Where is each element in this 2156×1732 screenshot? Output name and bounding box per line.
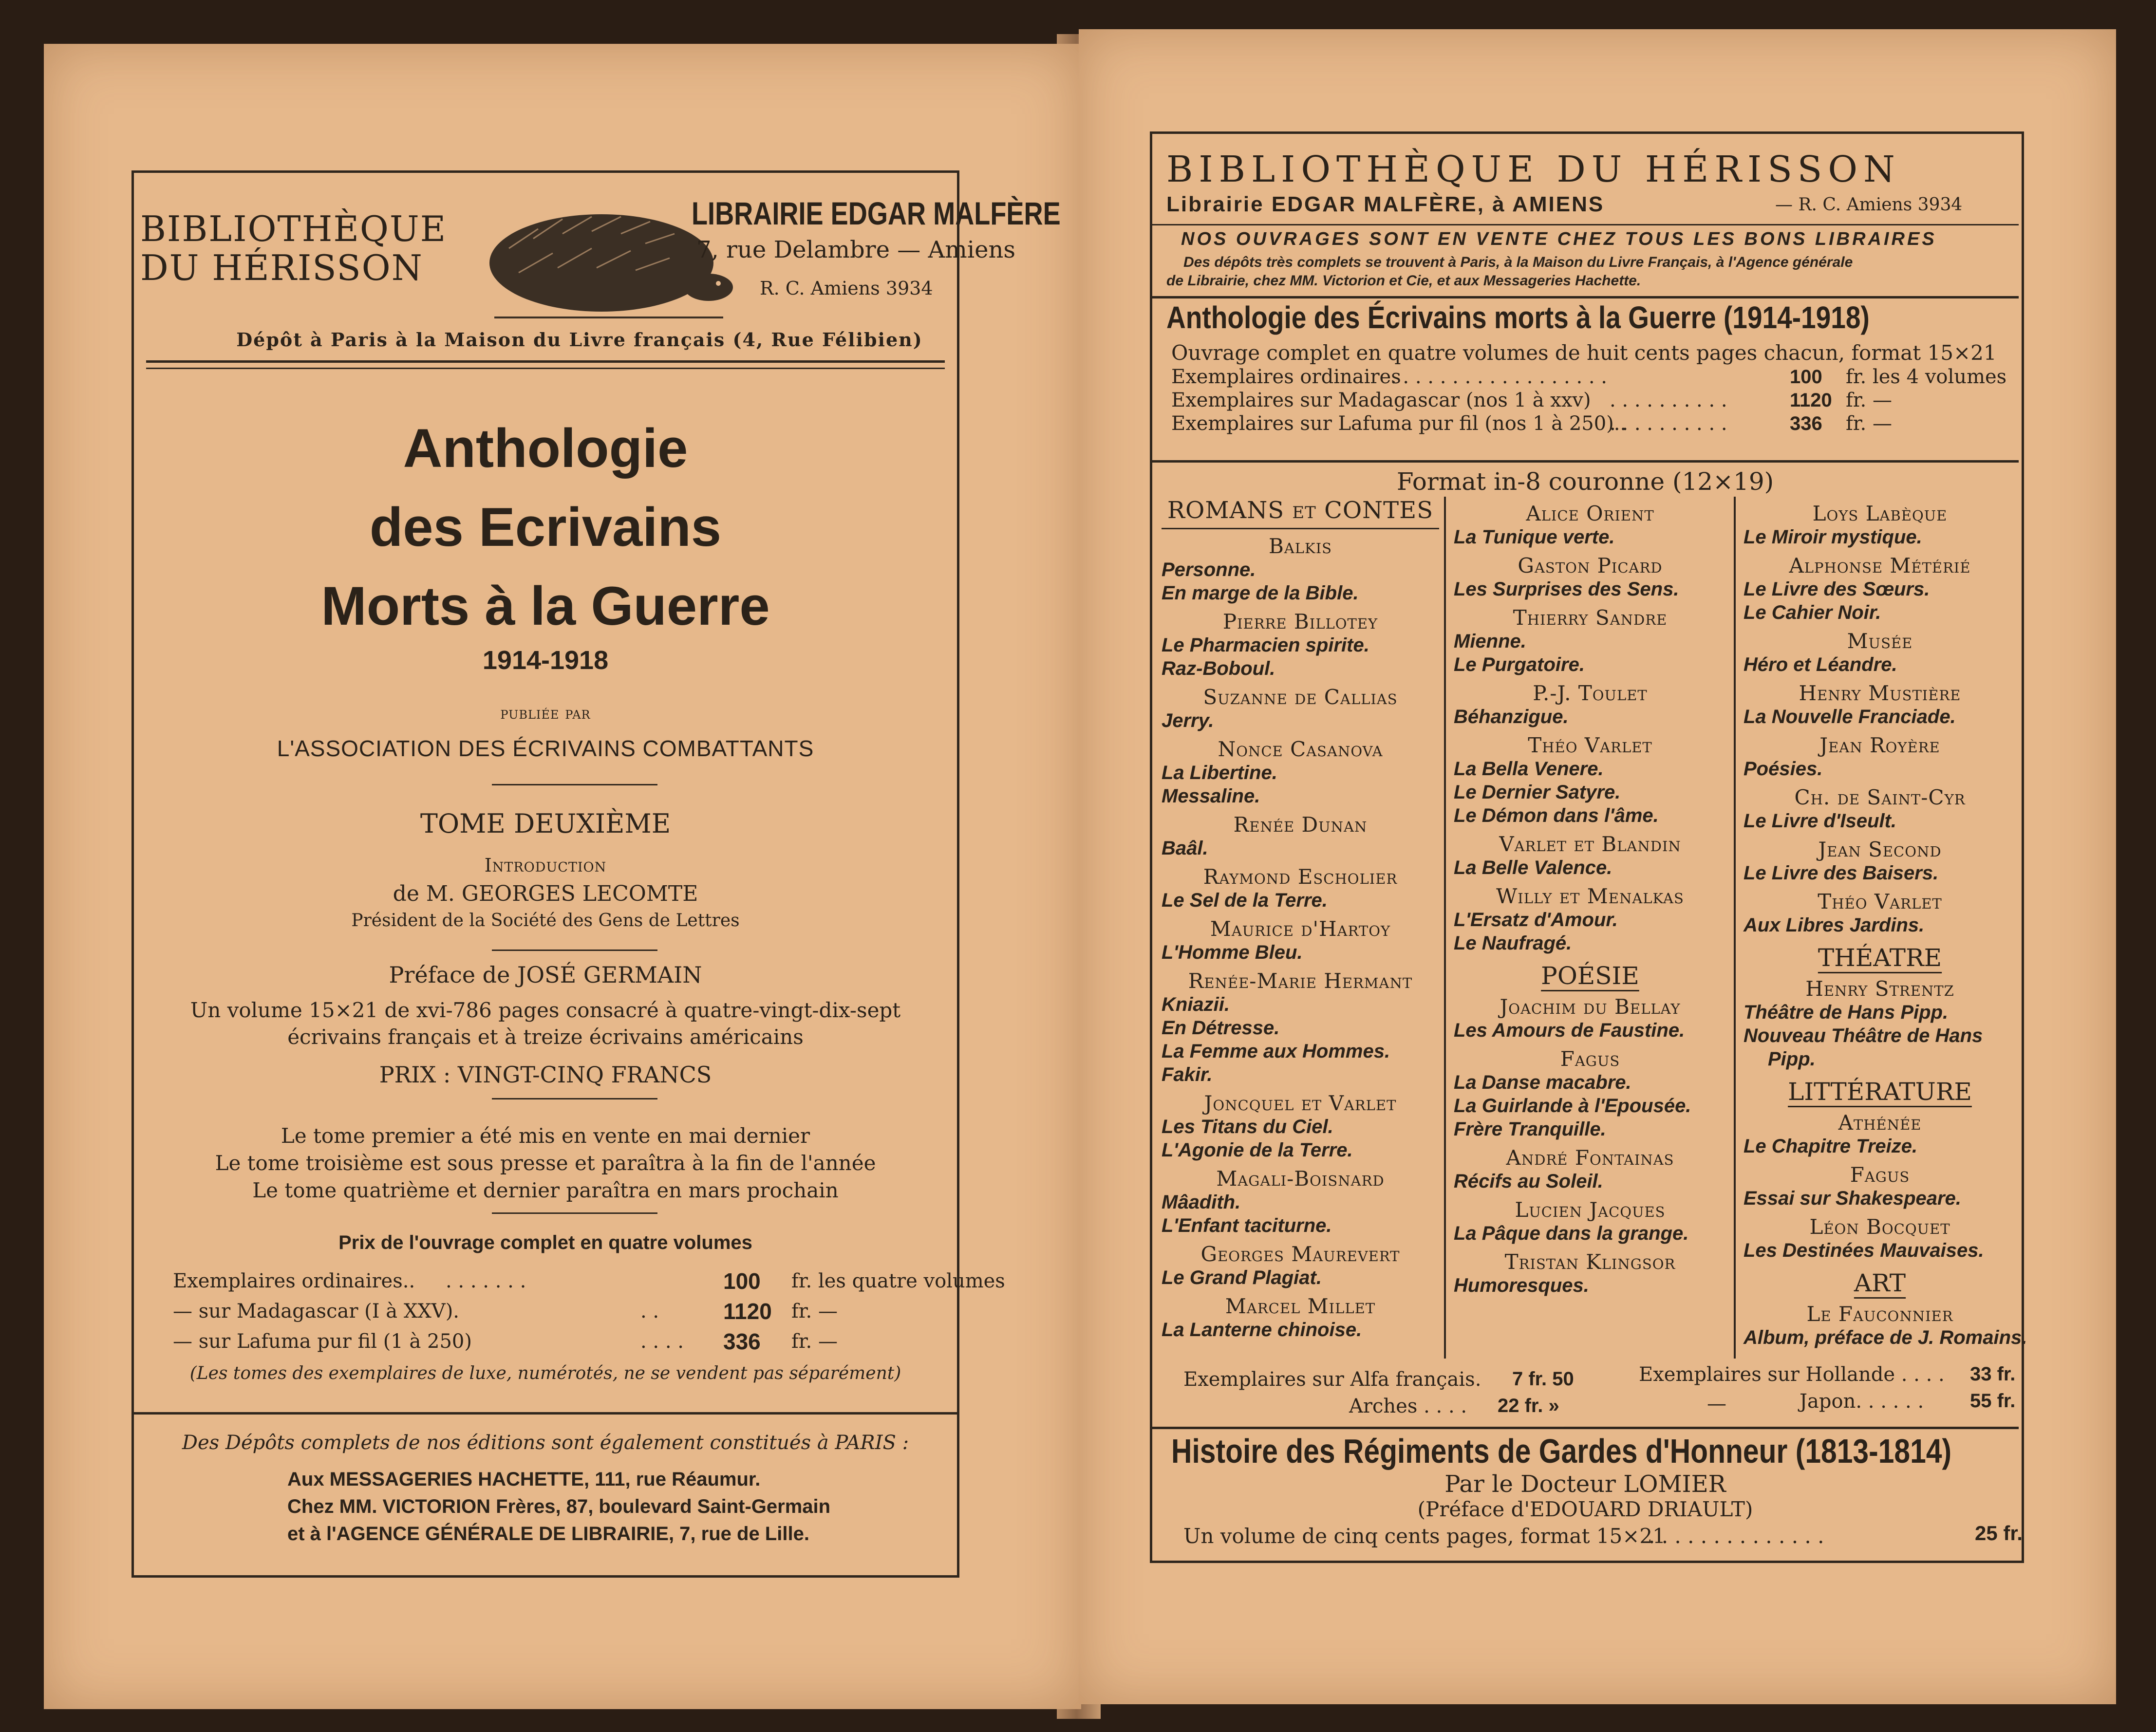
header-rule-thin — [146, 368, 945, 369]
author: Henry Mustière — [1799, 681, 1961, 705]
depots-line-2: de Librairie, chez MM. Victorion et Cie, et aux Messageries Hachette. — [1166, 273, 1641, 289]
book-title: La Pâque dans la grange. — [1454, 1223, 1689, 1244]
publisher-rc: — R. C. Amiens 3934 — [1775, 195, 1963, 215]
anthologie-price-row — [1171, 365, 2019, 389]
book-title: La Danse macabre. — [1454, 1072, 1631, 1093]
litterature-heading: LITTÉRATURE — [1788, 1078, 1972, 1106]
price-unit: fr. — — [791, 1330, 838, 1353]
author: Gaston Picard — [1518, 554, 1663, 577]
japon-dash: — — [1707, 1393, 1726, 1415]
price-dots: . . . . . . . — [446, 1270, 526, 1292]
book-title: Frère Tranquille. — [1454, 1118, 1606, 1140]
price-value: 100 — [1790, 366, 1822, 388]
book-title: Le Livre des Sœurs. — [1744, 578, 1930, 600]
book-title: La Lanterne chinoise. — [1162, 1319, 1362, 1341]
left-page — [44, 44, 1081, 1709]
book-title: Nouveau Théâtre de Hans — [1744, 1025, 1983, 1046]
book-title: Le Démon dans l'âme. — [1454, 805, 1659, 826]
art-heading: ART — [1854, 1269, 1906, 1297]
left-series-name — [140, 209, 447, 287]
author: Thierry Sandre — [1513, 606, 1668, 630]
format-line: Format in-8 couronne (12×19) — [1396, 467, 1774, 496]
tome-note: Le tome quatrième et dernier paraîtra en mars prochain — [252, 1178, 839, 1202]
price-heading: Prix de l'ouvrage complet en quatre volumes — [338, 1232, 752, 1253]
author: Ch. de Saint-Cyr — [1794, 785, 1966, 809]
price-value: 336 — [1790, 413, 1822, 434]
volume-description: Un volume 15×21 de xvi-786 pages consacré à quatre-vingt-dix-sept — [190, 998, 901, 1022]
divider — [492, 784, 657, 785]
book-title: Aux Libres Jardins. — [1744, 914, 1925, 936]
histoire-price: 25 fr. — [1975, 1522, 2023, 1545]
price-value: 1120 — [723, 1299, 772, 1324]
price-label: Exemplaires sur Lafuma pur fil (nos 1 à 250).. — [1171, 412, 1627, 435]
section-rule — [1152, 296, 2019, 298]
book-title: Humoresques. — [1454, 1275, 1589, 1296]
divider — [492, 950, 657, 951]
middle-column — [1454, 497, 1726, 1297]
arches-price: 22 fr. » — [1498, 1395, 1559, 1416]
book-title: La Femme aux Hommes. — [1162, 1041, 1390, 1062]
publisher-address: 7, rue Delambre — Amiens — [696, 236, 1016, 263]
book-title: Mâadith. — [1162, 1192, 1241, 1213]
publisher-line: Librairie EDGAR MALFÈRE, à AMIENS — [1166, 192, 1605, 216]
author: Henry Strentz — [1805, 977, 1954, 1001]
price-row — [173, 1266, 1005, 1296]
series-title: BIBLIOTHÈQUE DU HÉRISSON — [1166, 149, 1901, 190]
price-table — [173, 1266, 1005, 1357]
price-label: — sur Madagascar (I à XXV). — [173, 1300, 460, 1322]
book-title: L'Homme Bleu. — [1162, 942, 1303, 963]
book-title: La Nouvelle Franciade. — [1744, 706, 1956, 727]
book-title: Le Naufragé. — [1454, 932, 1572, 954]
price-label: Exemplaires ordinaires — [1171, 366, 1401, 388]
price-dots: . . . . . . . . . . — [1610, 389, 1727, 411]
romans-heading: ROMANS et CONTES — [1162, 497, 1439, 529]
price-row — [173, 1296, 972, 1326]
author: Alice Orient — [1526, 502, 1654, 525]
book-title: Le Sel de la Terre. — [1162, 890, 1328, 911]
book-title: Béhanzigue. — [1454, 706, 1569, 727]
author: Jean Royère — [1819, 733, 1940, 757]
histoire-author: Par le Docteur LOMIER — [1444, 1471, 1726, 1498]
publisher-name: LIBRAIRIE EDGAR MALFÈRE — [692, 195, 1061, 231]
book-title: Personne. — [1162, 559, 1256, 580]
title-line-2: des Ecrivains — [369, 497, 722, 558]
book-title: Le Grand Plagiat. — [1162, 1267, 1322, 1288]
depot-item: Aux MESSAGERIES HACHETTE, 111, rue Réaumur. — [287, 1469, 761, 1490]
depot-item: et à l'AGENCE GÉNÉRALE DE LIBRAIRIE, 7, rue de Lille. — [287, 1523, 809, 1545]
publiee-par: publiée par — [500, 704, 591, 723]
book-title: L'Ersatz d'Amour. — [1454, 909, 1618, 931]
book-title: Les Titans du Ciel. — [1162, 1116, 1333, 1137]
author: Athénée — [1838, 1111, 1922, 1135]
right-page — [1079, 29, 2116, 1704]
book-title: En Détresse. — [1162, 1017, 1280, 1039]
author: Renée Dunan — [1233, 813, 1368, 837]
hollande-label: Exemplaires sur Hollande . . . . — [1639, 1363, 1945, 1386]
tome-note: Le tome premier a été mis en vente en mai dernier — [281, 1124, 810, 1148]
hollande-price: 33 fr. — [1970, 1363, 2016, 1385]
title-years: 1914-1918 — [482, 646, 609, 675]
japon-price: 55 fr. — [1970, 1390, 2016, 1412]
author: Fagus — [1560, 1047, 1620, 1071]
price-unit: fr. — — [791, 1300, 838, 1322]
depot-item: Chez MM. VICTORION Frères, 87, boulevard Saint-Germain — [287, 1496, 831, 1517]
author: Suzanne de Callias — [1203, 685, 1398, 709]
author: André Fontainas — [1506, 1146, 1674, 1170]
histoire-title: Histoire des Régiments de Gardes d'Honneur (1813-1814) — [1171, 1432, 1952, 1470]
book-title: Le Purgatoire. — [1454, 654, 1585, 675]
book-title: Messaline. — [1162, 785, 1260, 807]
book-title: Essai sur Shakespeare. — [1744, 1188, 1961, 1209]
tome-note: Le tome troisième est sous presse et paraîtra à la fin de l'année — [215, 1151, 876, 1175]
author: Magali-Boisnard — [1216, 1167, 1385, 1191]
author: Théo Varlet — [1528, 733, 1652, 757]
anthologie-title: Anthologie des Écrivains morts à la Guerre (1914-1918) — [1166, 300, 1870, 335]
price-unit: fr. — — [1846, 412, 1892, 435]
book-title: La Guirlande à l'Epousée. — [1454, 1095, 1691, 1117]
author: Lucien Jacques — [1515, 1198, 1666, 1222]
right-column — [1744, 497, 2027, 1349]
book-title: Le Cahier Noir. — [1744, 602, 1881, 623]
depots-list — [287, 1466, 830, 1547]
price-words: PRIX : VINGT-CINQ FRANCS — [379, 1062, 712, 1088]
book-title: Les Destinées Mauvaises. — [1744, 1240, 1984, 1261]
association-name: L'ASSOCIATION DES ÉCRIVAINS COMBATTANTS — [277, 736, 814, 761]
book-title: Poésies. — [1744, 758, 1823, 780]
price-dots: . . . . — [640, 1330, 684, 1353]
paris-depot-line: Dépôt à Paris à la Maison du Livre français (4, Rue Félibien) — [236, 329, 923, 351]
alfa-price: 7 fr. 50 — [1512, 1368, 1574, 1390]
histoire-dots: . . . . . . . . . . . . . . — [1649, 1524, 1824, 1548]
author: Georges Maurevert — [1200, 1242, 1400, 1266]
japon-label: Japon. . . . . . — [1800, 1390, 1924, 1413]
column-divider — [1734, 497, 1736, 1359]
section-rule — [1152, 1427, 2019, 1429]
book-title: Les Surprises des Sens. — [1454, 578, 1679, 600]
price-value: 100 — [723, 1268, 761, 1294]
anthologie-prices — [1171, 365, 2019, 435]
preface-line: Préface de JOSÉ GERMAIN — [389, 962, 702, 988]
book-title: Le Livre d'Iseult. — [1744, 810, 1897, 832]
series-line-2: DU HÉRISSON — [140, 247, 423, 288]
book-title: Fakir. — [1162, 1064, 1213, 1085]
tomes-notes — [131, 1122, 959, 1204]
author: Jean Second — [1818, 838, 1942, 861]
price-value: 1120 — [1790, 390, 1832, 411]
book-title: Le Miroir mystique. — [1744, 526, 1922, 548]
alfa-label: Exemplaires sur Alfa français. — [1183, 1368, 1481, 1391]
anthologie-price-row — [1171, 412, 2019, 435]
book-title: Les Amours de Faustine. — [1454, 1020, 1685, 1041]
book-title: Mienne. — [1454, 631, 1526, 652]
book-title: Jerry. — [1162, 710, 1214, 731]
price-unit: fr. — — [1846, 389, 1892, 411]
book-title: L'Agonie de la Terre. — [1162, 1139, 1353, 1161]
title-line-3: Morts à la Guerre — [321, 576, 770, 636]
divider — [492, 1212, 657, 1214]
publisher-rc: R. C. Amiens 3934 — [760, 278, 933, 299]
poesie-heading: POÉSIE — [1541, 962, 1639, 990]
luxe-note: (Les tomes des exemplaires de luxe, numérotés, ne se vendent pas séparément) — [189, 1363, 901, 1383]
book-title: Raz-Boboul. — [1162, 658, 1275, 679]
book-title: Le Livre des Baisers. — [1744, 862, 1939, 884]
book-title: La Belle Valence. — [1454, 857, 1612, 878]
price-label: Exemplaires ordinaires.. — [173, 1270, 415, 1292]
depots-intro: Des Dépôts complets de nos éditions sont également constitués à PARIS : — [182, 1432, 909, 1454]
author: Maurice d'Hartoy — [1210, 917, 1391, 941]
author: Théo Varlet — [1818, 890, 1942, 913]
book-title: Le Dernier Satyre. — [1454, 782, 1621, 803]
histoire-preface: (Préface d'EDOUARD DRIAULT) — [1417, 1497, 1753, 1521]
author: Marcel Millet — [1225, 1294, 1376, 1318]
author: Nonce Casanova — [1218, 737, 1383, 761]
introduction-label: Introduction — [484, 855, 607, 876]
book-title — [131, 409, 959, 646]
book-title: Récifs au Soleil. — [1454, 1171, 1603, 1192]
book-title: La Libertine. — [1162, 762, 1277, 783]
author: Varlet et Blandin — [1499, 832, 1681, 856]
book-title: Kniazii. — [1162, 994, 1230, 1015]
author: Léon Bocquet — [1809, 1215, 1950, 1239]
price-dots: . . — [640, 1300, 659, 1322]
author: Le Fauconnier — [1806, 1302, 1953, 1326]
price-label: Exemplaires sur Madagascar (nos 1 à xxv) — [1171, 389, 1591, 411]
book-title: La Tunique verte. — [1454, 526, 1615, 548]
header-rule — [1152, 224, 2019, 225]
intro-author: de M. GEORGES LECOMTE — [393, 881, 698, 906]
author: Renée-Marie Hermant — [1188, 969, 1413, 993]
price-dots: . . . . . . . . . . . . . . . . . . — [1390, 366, 1608, 388]
divider — [492, 1098, 657, 1099]
author: Balkis — [1268, 534, 1332, 558]
author: Joncquel et Varlet — [1204, 1091, 1397, 1115]
author: Musée — [1847, 629, 1913, 653]
arches-label: Arches . . . . — [1349, 1395, 1467, 1417]
book-title: En marge de la Bible. — [1162, 582, 1359, 604]
header-rule — [146, 360, 945, 363]
author: P.-J. Toulet — [1533, 681, 1648, 705]
price-value: 336 — [723, 1329, 761, 1354]
author: Fagus — [1850, 1163, 1910, 1187]
anthologie-price-row — [1171, 389, 2019, 412]
book-title: Album, préface de J. Romains. — [1744, 1327, 2027, 1348]
book-title: Le Pharmacien spirite. — [1162, 634, 1369, 656]
book-title: Théâtre de Hans Pipp. — [1744, 1002, 1949, 1023]
price-unit: fr. les quatre volumes — [791, 1270, 1005, 1292]
author: Pierre Billotey — [1222, 610, 1378, 633]
book-title: La Bella Venere. — [1454, 758, 1604, 780]
title-line-1: Anthologie — [403, 418, 688, 479]
author: Raymond Escholier — [1203, 865, 1398, 889]
book-title: L'Enfant taciturne. — [1162, 1215, 1332, 1236]
anthologie-subtitle: Ouvrage complet en quatre volumes de huit cents pages chacun, format 15×21 — [1171, 341, 1997, 365]
price-unit: fr. les 4 volumes — [1846, 366, 2007, 388]
author: Tristan Klingsor — [1504, 1250, 1676, 1274]
depots-rule — [134, 1412, 957, 1415]
section-rule — [1152, 460, 2019, 463]
volume-description-2: écrivains français et à treize écrivains américains — [287, 1025, 804, 1049]
author: Joachim du Bellay — [1500, 995, 1681, 1019]
theatre-heading: THÉATRE — [1818, 944, 1942, 972]
author: Willy et Menalkas — [1496, 884, 1684, 908]
price-row — [173, 1326, 972, 1357]
intro-role: Président de la Société des Gens de Lettres — [351, 911, 740, 931]
author: Loys Labèque — [1812, 502, 1948, 525]
depots-line-1: Des dépôts très complets se trouvent à Paris, à la Maison du Livre Français, à l'Agence générale — [1183, 254, 1853, 270]
histoire-volume: Un volume de cinq cents pages, format 15×21 — [1183, 1524, 1666, 1548]
book-title: Pipp. — [1768, 1048, 1816, 1070]
book-title: Le Chapitre Treize. — [1744, 1136, 1918, 1157]
book-title: Héro et Léandre. — [1744, 654, 1897, 675]
tagline: NOS OUVRAGES SONT EN VENTE CHEZ TOUS LES BONS LIBRAIRES — [1181, 229, 1937, 249]
price-dots: . . . . . . . . . . — [1610, 412, 1727, 435]
romans-column — [1162, 497, 1439, 1341]
book-title: Baâl. — [1162, 838, 1208, 859]
author: Alphonse Métérié — [1789, 554, 1971, 577]
column-divider — [1444, 497, 1446, 1359]
tome-label: TOME DEUXIÈME — [420, 808, 671, 839]
series-line-1: BIBLIOTHÈQUE — [140, 208, 447, 249]
price-label: — sur Lafuma pur fil (1 à 250) — [173, 1330, 472, 1353]
